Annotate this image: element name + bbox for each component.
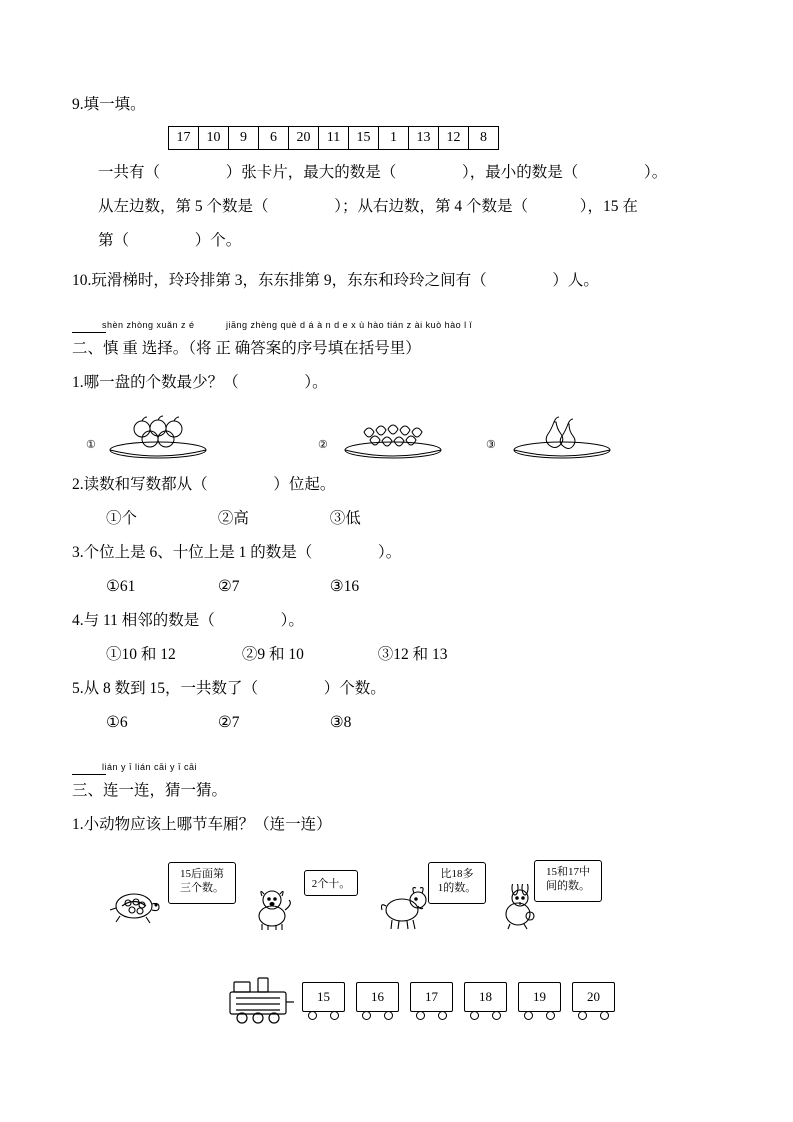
pinyin-underline (72, 332, 106, 333)
section-2-title: 二、慎 重 选择。（将 正 确答案的序号填在括号里） (72, 340, 421, 357)
bubble-2: 2个十。 (304, 870, 358, 896)
question-9-title: 9.填一填。 (72, 96, 146, 113)
mc-1-text: 1.哪一盘的个数最少？（ (72, 374, 239, 391)
pinyin-left: shèn zhòng xuǎn z é (102, 320, 195, 330)
plate-1-label: ① (86, 439, 96, 451)
mc-1-tail: ）。 (304, 374, 328, 391)
bubble-4: 15和17中 间的数。 (534, 860, 602, 902)
mc-2-option-2[interactable]: ②高 (217, 510, 249, 527)
mc-1-stem (72, 366, 732, 400)
q10-text-b: ）人。 (552, 272, 599, 289)
q9-text-d: ）。 (644, 164, 668, 181)
q9-text-a: 一共有（ (98, 164, 161, 181)
q9-text-2a: 从左边数，第 5 个数是（ (98, 198, 269, 215)
q9-text-3b: ）个。 (194, 232, 242, 249)
number-card: 10 (199, 127, 229, 149)
car-wheel (600, 1011, 609, 1020)
car-wheel (330, 1011, 339, 1020)
train-car: 16 (356, 982, 399, 1012)
train-car: 15 (302, 982, 345, 1012)
q9-text-b: ）张卡片，最大的数是（ (225, 164, 397, 181)
mc-5-option-3[interactable]: ③8 (329, 714, 352, 731)
car-wheel (416, 1011, 425, 1020)
q9-text-3a: 第（ (98, 232, 130, 249)
number-card: 13 (409, 127, 439, 149)
mc-2-option-1[interactable]: ①个 (106, 510, 138, 527)
number-card: 1 (379, 127, 409, 149)
section-3-title: 三、连一连，猜一猜。 (72, 782, 228, 799)
mc-3-tail: ）。 (378, 544, 402, 561)
mc-5-options (72, 706, 732, 740)
question-10 (72, 264, 732, 298)
mc-3-text: 3.个位上是 6、十位上是 1 的数是（ (72, 544, 313, 561)
mc-5-tail: ）个数。 (323, 680, 386, 697)
mc-4-options (72, 638, 732, 672)
plate-2-label: ② (318, 439, 328, 451)
number-card: 6 (259, 127, 289, 149)
mc-4-option-3[interactable]: ③12 和 13 (377, 646, 448, 663)
mc-4-option-1[interactable]: ①10 和 12 (106, 646, 176, 663)
mc-3-options (72, 570, 732, 604)
animals-row (72, 852, 732, 948)
number-card: 20 (289, 127, 319, 149)
mc-2-stem (72, 468, 732, 502)
mc-5-stem (72, 672, 732, 706)
plate-3-label: ③ (486, 439, 496, 451)
fruit-plates-row (72, 406, 732, 468)
bubble-1: 15后面第 三个数。 (168, 862, 236, 904)
car-wheel (578, 1011, 587, 1020)
mc-5-option-2[interactable]: ②7 (217, 714, 240, 731)
pinyin-underline (72, 774, 106, 775)
car-wheel (438, 1011, 447, 1020)
number-card: 9 (229, 127, 259, 149)
car-wheel (546, 1011, 555, 1020)
mc-4-text: 4.与 11 相邻的数是（ (72, 612, 215, 629)
section-2-header (72, 320, 732, 366)
pears-plate-icon (502, 412, 626, 469)
worksheet-content (72, 88, 732, 1036)
q9-text-c: ），最小的数是（ (462, 164, 579, 181)
q9-text-2b: ）；从右边数，第 4 个数是（ (334, 198, 529, 215)
pinyin-right: jiāng zhèng què d á à n d e x ù hào tián z ài kuò hào l ǐ (226, 320, 473, 330)
turtle-icon (106, 884, 164, 933)
train-car: 20 (572, 982, 615, 1012)
mc-4-stem (72, 604, 732, 638)
car-wheel (524, 1011, 533, 1020)
strawberries-plate-icon (334, 412, 458, 469)
q10-text-a: 10.玩滑梯时，玲玲排第 3，东东排第 9，东东和玲玲之间有（ (72, 272, 487, 289)
mc-2-options (72, 502, 732, 536)
pinyin-section-3: lián y ī lián cāi y ī cāi (102, 762, 198, 772)
mc-3-option-1[interactable]: ①61 (106, 578, 136, 595)
question-9-line-2 (72, 190, 732, 224)
section-3-header (72, 762, 732, 808)
mc-3-option-2[interactable]: ②7 (217, 578, 240, 595)
number-card: 17 (169, 127, 199, 149)
number-card: 15 (349, 127, 379, 149)
mc-5-text: 5.从 8 数到 15，一共数了（ (72, 680, 259, 697)
train-car: 18 (464, 982, 507, 1012)
locomotive-icon (224, 976, 298, 1031)
number-card-row (168, 126, 499, 150)
car-wheel (492, 1011, 501, 1020)
mc-4-tail: ）。 (280, 612, 304, 629)
mc-3-option-3[interactable]: ③16 (329, 578, 360, 595)
train-car: 19 (518, 982, 561, 1012)
mc-5-option-1[interactable]: ①6 (106, 714, 128, 731)
mc-4-option-2[interactable]: ②9 和 10 (241, 646, 304, 663)
q3-1-stem: 1.小动物应该上哪节车厢？（连一连） (72, 816, 332, 833)
car-wheel (470, 1011, 479, 1020)
q9-text-2c: ），15 在 (579, 198, 638, 215)
apples-plate-icon (102, 412, 226, 469)
train-car: 17 (410, 982, 453, 1012)
bubble-3: 比18多 1的数。 (428, 862, 486, 904)
question-9-line-3 (72, 224, 732, 258)
dog-icon (248, 886, 298, 937)
number-card: 12 (439, 127, 469, 149)
mc-2-text: 2.读数和写数都从（ (72, 476, 208, 493)
question-9-line-1 (72, 156, 732, 190)
car-wheel (384, 1011, 393, 1020)
mc-2-tail: ）位起。 (273, 476, 336, 493)
car-wheel (362, 1011, 371, 1020)
mc-2-option-3[interactable]: ③低 (329, 510, 361, 527)
number-card: 8 (480, 130, 487, 145)
mc-3-stem (72, 536, 732, 570)
car-wheel (308, 1011, 317, 1020)
number-card: 11 (319, 127, 349, 149)
train-row (72, 966, 732, 1036)
goat-icon (374, 884, 432, 937)
